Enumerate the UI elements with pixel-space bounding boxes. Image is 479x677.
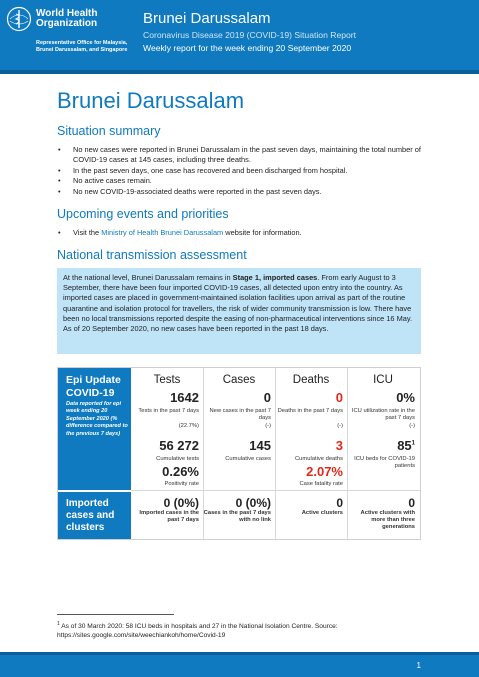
org-name: World Health Organization [36, 8, 98, 29]
cumulative-deaths-label: Cumulative deaths [294, 456, 343, 462]
footnote: $^1$ As of 30 March 2020: 58 ICU beds in hospitals and 27 in the National Isolation Centre. Source: https://sites.google.com/site/weechiankoh/home/Covid-19 [57, 621, 338, 640]
bullet-icon: • [58, 186, 61, 196]
report-header [0, 0, 479, 70]
generation-clusters-label: Active clusters with more than three generations [360, 510, 415, 530]
active-clusters-value: 0 [336, 496, 343, 510]
cumulative-cases-label: Cumulative cases [225, 456, 271, 462]
header-week: Weekly report for the week ending 20 September 2020 [143, 43, 352, 53]
tests-header: Tests [153, 374, 181, 386]
office-name: Representative Office for Malaysia, Brunei Darussalam, and Singapore [36, 40, 128, 53]
positivity-label: Positivity rate [164, 481, 199, 487]
imported-cases-label: Imported cases in the past 7 days [139, 510, 199, 523]
active-clusters-cell [275, 496, 347, 517]
icu-beds-label: ICU beds for COVID-19 patients [354, 456, 415, 469]
imported-title: Imported cases and clusters [66, 498, 115, 533]
page-footer [0, 655, 479, 677]
deaths-value: 0 [335, 390, 343, 405]
who-emblem-icon [6, 6, 32, 32]
generation-clusters-value: 0 [408, 496, 415, 510]
imported-cases-cell [131, 496, 203, 524]
list-item: • Visit the Ministry of Health Brunei Darussalam website for information. [58, 228, 302, 237]
cfr-label: Case fatality rate [299, 481, 343, 487]
list-item: • No new cases were reported in Brunei Darussalam in the past seven days, maintaining the total number of COVID-19 cases at 145 cases, including three deaths. [58, 145, 421, 165]
generation-clusters-cell [347, 496, 419, 531]
imported-cases-value: 0 (0%) [163, 496, 199, 510]
icu-value: 0% [396, 390, 415, 405]
events-heading: Upcoming events and priorities [57, 207, 229, 221]
header-subtitle: Coronavirus Disease 2019 (COVID-19) Situation Report [143, 30, 357, 40]
epi-title: Epi Update COVID-19 [66, 374, 121, 399]
bullet-icon: • [58, 145, 61, 154]
moh-link[interactable]: Ministry of Health Brunei Darussalam [101, 228, 224, 237]
footnote-divider [57, 614, 174, 615]
list-item: • No active cases remain. [58, 176, 152, 186]
bullet-icon: • [58, 165, 61, 175]
unlinked-cases-label: Cases in the past 7 days with no link [203, 510, 271, 523]
epi-update-label [58, 368, 131, 490]
list-item: • In the past seven days, one case has recovered and been discharged from hospital. [58, 165, 348, 175]
cfr-value: 2.07% [306, 464, 343, 479]
positivity-value: 0.26% [162, 464, 199, 479]
who-logo [6, 6, 136, 66]
icu-header: ICU [373, 374, 393, 386]
situation-heading: Situation summary [57, 124, 161, 138]
tests-change: (22.7%) [178, 423, 199, 429]
header-divider [0, 70, 479, 74]
tests-value: 1642 [170, 390, 199, 405]
page-title: Brunei Darussalam [57, 88, 245, 113]
icu-change: (-) [409, 423, 415, 429]
epi-update-table [57, 367, 421, 540]
transmission-heading: National transmission assessment [57, 248, 247, 262]
imported-label [58, 490, 131, 539]
cases-header: Cases [222, 374, 256, 386]
unlinked-cases-value: 0 (0%) [235, 496, 271, 510]
list-item: • No new COVID-19-associated deaths were reported in the past seven days. [58, 186, 322, 196]
cases-value: 0 [263, 390, 271, 405]
cumulative-tests-label: Cumulative tests [156, 456, 199, 462]
deaths-label: Deaths in the past 7 days [277, 408, 343, 414]
deaths-change: (-) [337, 423, 343, 429]
active-clusters-label: Active clusters [301, 510, 343, 516]
cumulative-cases-value: 145 [249, 438, 271, 453]
tests-label: Tests in the past 7 days [138, 408, 199, 414]
unlinked-cases-cell [203, 496, 275, 524]
icu-label: ICU utilization rate in the past 7 days [351, 408, 415, 421]
cases-change: (-) [265, 423, 271, 429]
transmission-box: At the national level, Brunei Darussalam remains in Stage 1, imported cases. From early August to 3 September, there have been four imported COVID-19 cases, all detected upon entry into the country. As imported cases are placed in government-maintained isolation facilities upon arrival as part of the routine quarantine and isolation protocol for travellers, the risk of wider community transmission is low. There have been no local transmissions reported despite the easing of non-pharmaceutical interventions since 16 May. As of 20 September 2020, no new cases have been reported in the past 18 days. [57, 268, 421, 354]
page-number: 1 [416, 661, 421, 670]
header-title: Brunei Darussalam [143, 10, 271, 27]
footnote-ref: 1 [411, 440, 415, 447]
bullet-icon: • [58, 176, 61, 186]
deaths-header: Deaths [292, 374, 330, 386]
cases-label: New cases in the past 7 days [209, 408, 271, 421]
divider [131, 490, 420, 491]
epi-note: Data reported for epi week ending 20 September 2020 (% difference compared to the previous 7 days) [66, 401, 128, 437]
cumulative-deaths-value: 3 [335, 438, 343, 453]
situation-list [57, 145, 427, 197]
icu-beds-value: $85^1$ [397, 438, 415, 453]
bullet-icon: • [58, 228, 61, 237]
footnote-mark: 1 [57, 621, 60, 627]
events-list [57, 228, 427, 238]
cumulative-tests-value: 56 272 [159, 438, 199, 453]
